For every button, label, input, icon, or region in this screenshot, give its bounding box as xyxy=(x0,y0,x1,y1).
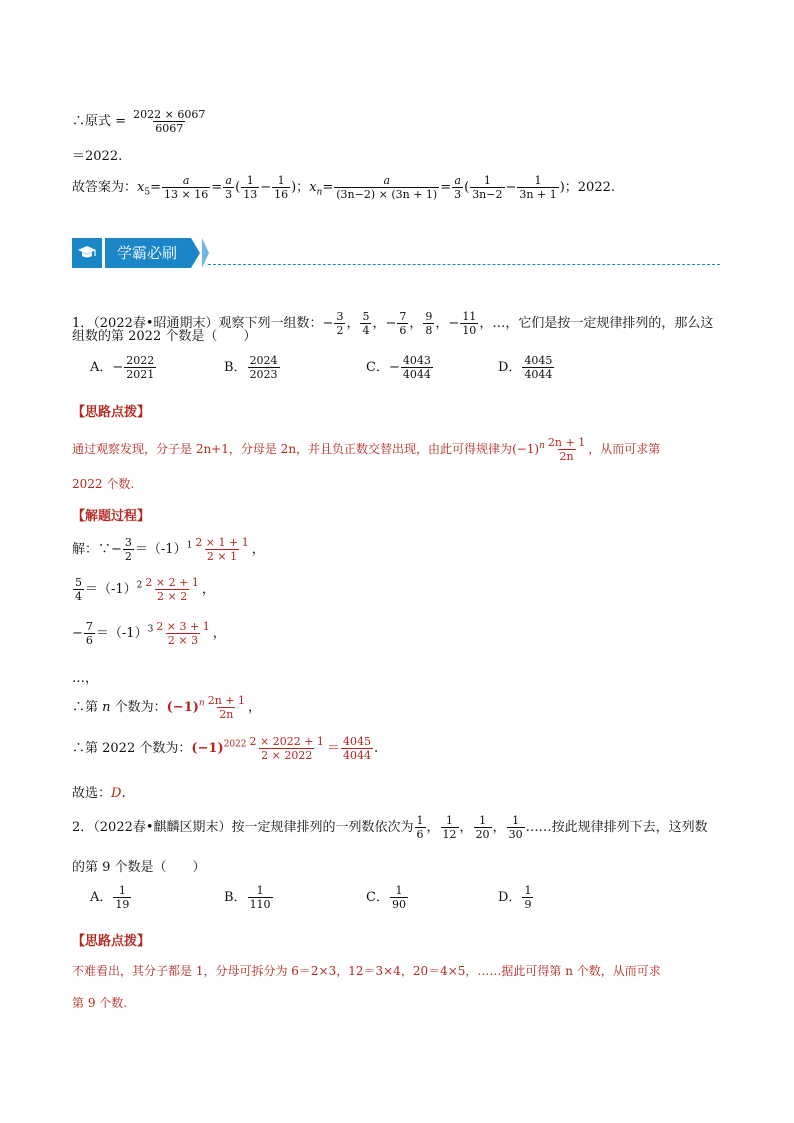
denominator: 30 xyxy=(508,828,523,841)
denominator: 16 xyxy=(274,188,289,201)
fraction xyxy=(470,174,504,201)
q2-option-c[interactable] xyxy=(366,884,409,911)
q1-option-a[interactable] xyxy=(90,354,157,381)
var-x: x xyxy=(137,180,145,195)
answer-tail: )；2022. xyxy=(559,180,615,195)
q1-stem-text: ，…，它们是按一定规律排列的，那么这 xyxy=(479,316,714,331)
denominator: 3 xyxy=(225,188,233,201)
denominator: 3n−2 xyxy=(472,188,503,201)
denominator: 13 × 16 xyxy=(164,188,209,201)
option-label: A． xyxy=(90,890,113,905)
exponent: 1 xyxy=(186,540,193,551)
denominator: 2n xyxy=(219,708,234,721)
fraction xyxy=(460,310,478,337)
q1-choose xyxy=(72,782,126,801)
denominator: 90 xyxy=(391,898,406,911)
denominator: (3n−2) × (3n + 1) xyxy=(336,188,438,201)
power-base: (−1) xyxy=(512,442,540,456)
q1-stem-text: 1．（2022春•昭通期末）观察下列一组数： xyxy=(72,316,323,331)
q1-solution-title: 【解题过程】 xyxy=(72,509,151,524)
numerator: 2 × 3 + 1 xyxy=(156,620,210,633)
solution-text: ＝（-1） xyxy=(95,626,148,641)
numerator: 1 xyxy=(118,884,126,897)
paren: ( xyxy=(464,180,470,195)
banner-divider xyxy=(208,264,720,265)
denominator: 4 xyxy=(362,324,370,337)
numerator: 2 × 2022 + 1 xyxy=(249,735,324,748)
solution-text: ∴第 xyxy=(72,700,103,715)
answer-label: 故答案为： xyxy=(72,180,138,195)
comma: ， xyxy=(251,542,265,557)
numerator: 4045 xyxy=(524,354,553,367)
fraction xyxy=(131,108,207,135)
numerator: 1 xyxy=(277,174,285,187)
numerator: 1 xyxy=(256,884,264,897)
q2-seq-4 xyxy=(507,814,525,841)
numerator: 9 xyxy=(425,310,433,323)
graduation-cap-icon xyxy=(72,238,102,268)
exponent: n xyxy=(539,441,545,451)
sign: − xyxy=(385,316,397,331)
option-label: B． xyxy=(224,360,247,375)
exponent: n xyxy=(198,698,205,709)
denominator: 2021 xyxy=(126,368,155,381)
denominator: 12 xyxy=(442,828,457,841)
q1-solution-nth xyxy=(72,694,261,721)
equals: = xyxy=(211,180,223,195)
sign: − xyxy=(112,360,124,375)
line-answer xyxy=(72,174,615,201)
numerator: 2 × 1 + 1 xyxy=(195,536,249,549)
q2-hint-title: 【思路点拨】 xyxy=(72,934,151,949)
sign: − xyxy=(388,360,400,375)
solution-text: ∴第 2022 个数为： xyxy=(72,741,192,756)
denominator: 4044 xyxy=(342,749,371,762)
q1-seq-5 xyxy=(448,310,479,337)
numerator: 2024 xyxy=(249,354,278,367)
numerator: 2022 xyxy=(126,354,155,367)
q1-stem-line2: 组数的第 2022 个数是（ ） xyxy=(72,329,257,344)
choose-label: 故选： xyxy=(72,786,112,801)
fraction xyxy=(397,310,408,337)
numerator: 1 xyxy=(524,884,532,897)
sign: − xyxy=(72,626,83,641)
fraction xyxy=(154,620,211,647)
exponent: 3 xyxy=(147,624,154,635)
fraction xyxy=(193,536,250,563)
option-label: D． xyxy=(498,890,522,905)
numerator: a xyxy=(225,174,232,187)
denominator: 6067 xyxy=(155,122,184,135)
equals: = xyxy=(150,180,161,195)
q2-hint-line2: 第 9 个数. xyxy=(72,996,128,1010)
fraction xyxy=(452,174,463,201)
denominator: 20 xyxy=(475,828,490,841)
fraction xyxy=(241,174,259,201)
power-base: (−1) xyxy=(166,700,199,715)
q1-seq-4 xyxy=(422,310,435,337)
denominator: 2n xyxy=(559,450,574,463)
paren: ( xyxy=(235,180,241,195)
q2-seq-3 xyxy=(474,814,492,841)
fraction xyxy=(522,354,554,381)
fraction xyxy=(248,354,280,381)
fraction xyxy=(401,354,433,381)
fraction xyxy=(334,174,439,201)
solution-text: 解：∵− xyxy=(72,542,122,557)
option-label: D． xyxy=(498,360,522,375)
fraction xyxy=(143,576,200,603)
numerator: 2022 × 6067 xyxy=(133,108,206,121)
numerator: 1 xyxy=(479,814,487,827)
q1-solution-2022nd xyxy=(72,735,378,762)
denominator: 6 xyxy=(399,324,407,337)
fraction xyxy=(341,735,373,762)
numerator: 1 xyxy=(246,174,254,187)
ribbon-arrow xyxy=(191,238,200,268)
numerator: 3 xyxy=(124,536,132,549)
q1-solution-step3 xyxy=(72,620,226,647)
denominator: 8 xyxy=(425,324,433,337)
numerator: a xyxy=(182,174,190,187)
period: . xyxy=(373,741,379,756)
q1-stem-line1: 1．（2022春•昭通期末）观察下列一组数：− $\frac{3}{2}$ ， $\frac{5}{4}$ ，− $\frac{7}{6}$ ， $\frac{9}{8}$ ，− $\frac{11}{10}$ ，…，它们是按一定规律排列的，那么这 xyxy=(72,310,714,337)
denominator: 2023 xyxy=(249,368,278,381)
q2-option-b[interactable] xyxy=(224,884,274,911)
fraction xyxy=(223,174,234,201)
q1-seq-3 xyxy=(385,310,409,337)
q2-stem-text: 2．（2022春•麒麟区期末）按一定规律排列的一列数依次为 xyxy=(72,820,414,835)
q1-hint-line1 xyxy=(72,436,660,463)
numerator: 7 xyxy=(399,310,407,323)
denominator: 9 xyxy=(524,898,532,911)
subscript: n xyxy=(316,187,323,198)
section-title: 学霸必刷 xyxy=(105,238,191,268)
fraction xyxy=(390,884,408,911)
fraction xyxy=(423,310,434,337)
fraction xyxy=(206,694,247,721)
fraction xyxy=(73,576,84,603)
q1-solution-ellipsis: …， xyxy=(72,671,99,686)
numerator: 7 xyxy=(85,620,93,633)
numerator: 1 xyxy=(446,814,454,827)
line-result-2022: ＝2022. xyxy=(72,149,123,164)
numerator: 5 xyxy=(362,310,370,323)
q2-stem-text: ……按此规律排列下去，这列数 xyxy=(525,820,708,835)
exponent: 2 xyxy=(136,580,143,591)
equals: = xyxy=(322,180,334,195)
denominator: 2 × 2 xyxy=(157,590,188,603)
numerator: 2n + 1 xyxy=(547,436,586,449)
numerator: 4043 xyxy=(402,354,431,367)
comma: ， xyxy=(201,582,215,597)
choose-answer: D xyxy=(111,786,122,801)
therefore-text: ∴原式 = xyxy=(72,114,127,129)
numerator: 1 xyxy=(395,884,403,897)
numerator: 4045 xyxy=(342,735,371,748)
solution-text: 个数为： xyxy=(110,700,167,715)
numerator: a xyxy=(383,174,390,187)
denominator: 10 xyxy=(462,324,477,337)
denominator: 19 xyxy=(115,898,130,911)
fraction xyxy=(334,310,345,337)
var-x: x xyxy=(309,180,317,195)
denominator: 3n + 1 xyxy=(519,188,557,201)
q1-hint-line2: 2022 个数. xyxy=(72,477,135,491)
denominator: 110 xyxy=(249,898,271,911)
denominator: 4044 xyxy=(402,368,431,381)
numerator: a xyxy=(454,174,461,187)
fraction xyxy=(360,310,371,337)
fraction xyxy=(546,436,587,463)
denominator: 6 xyxy=(85,634,93,647)
q1-option-c[interactable] xyxy=(366,354,434,381)
option-label: C． xyxy=(366,360,389,375)
q1-hint-title: 【思路点拨】 xyxy=(72,405,151,420)
option-label: B． xyxy=(224,890,247,905)
fraction xyxy=(124,354,156,381)
denominator: 4 xyxy=(75,590,82,603)
denominator: 2 xyxy=(336,324,344,337)
denominator: 4044 xyxy=(524,368,553,381)
comma: ， xyxy=(212,626,226,641)
sign: − xyxy=(448,316,460,331)
fraction xyxy=(522,884,533,911)
denominator: 2 × 1 xyxy=(206,550,238,563)
fraction xyxy=(113,884,131,911)
fraction xyxy=(248,735,326,762)
q2-stem-line2: 的第 9 个数是（ ） xyxy=(72,860,206,875)
fraction xyxy=(248,884,273,911)
denominator: 13 xyxy=(243,188,258,201)
q2-seq-2 xyxy=(441,814,459,841)
fraction xyxy=(162,174,210,201)
solution-text: ＝（-1） xyxy=(134,542,187,557)
numerator: 1 xyxy=(512,814,520,827)
exponent: 2022 xyxy=(223,739,247,750)
denominator: 2 xyxy=(124,550,132,563)
minus: − xyxy=(260,180,272,195)
denominator: 3 xyxy=(454,188,462,201)
hint-text: ，从而可求第 xyxy=(588,442,661,456)
q2-option-d[interactable] xyxy=(498,884,534,911)
line-original-expression xyxy=(72,108,208,135)
numerator: 3 xyxy=(336,310,344,323)
numerator: 1 xyxy=(483,174,491,187)
q1-seq-1 xyxy=(322,310,347,337)
subscript: 5 xyxy=(144,187,151,198)
period: . xyxy=(121,786,126,801)
fraction xyxy=(84,620,95,647)
q1-solution-step1 xyxy=(72,536,265,563)
section-banner xyxy=(72,238,209,268)
q2-stem-line1: 2．（2022春•麒麟区期末）按一定规律排列的一列数依次为 $\frac{1}{6}$ ， $\frac{1}{12}$ ， $\frac{1}{20}$ ， $\frac{1}{30}$ ……按此规律排列下去，这列数 xyxy=(72,814,708,841)
q1-solution-step2 xyxy=(72,576,215,603)
numerator: 11 xyxy=(462,310,477,323)
q1-option-b[interactable] xyxy=(224,354,281,381)
q2-hint-line1: 不难看出，其分子都是 1，分母可拆分为 6＝2×3，12＝3×4，20＝4×5，……据此可得第 n 个数，从而可求 xyxy=(72,964,661,978)
q1-seq-2 xyxy=(359,310,372,337)
q2-option-a[interactable] xyxy=(90,884,132,911)
comma: ， xyxy=(248,700,262,715)
numerator: 1 xyxy=(534,174,542,187)
equals: ＝ xyxy=(326,741,340,756)
hint-text: 通过观察发现，分子是 2n+1，分母是 2n，并且负正数交替出现，由此可得规律为 xyxy=(72,442,513,456)
fraction xyxy=(272,174,290,201)
numerator: 2n + 1 xyxy=(207,694,245,707)
power-base: (−1) xyxy=(191,741,224,756)
numerator: 5 xyxy=(75,576,82,589)
numerator: 1 xyxy=(416,814,424,827)
minus: − xyxy=(505,180,517,195)
equals: = xyxy=(440,180,452,195)
denominator: 2 × 3 xyxy=(167,634,199,647)
sign: − xyxy=(322,316,334,331)
fraction xyxy=(517,174,558,201)
denominator: 2 × 2022 xyxy=(261,749,313,762)
option-label: A． xyxy=(90,360,113,375)
fraction xyxy=(123,536,134,563)
q1-option-d[interactable] xyxy=(498,354,555,381)
solution-text: ＝（-1） xyxy=(85,582,137,597)
var-n: n xyxy=(102,700,111,715)
option-label: C． xyxy=(366,890,389,905)
q2-seq-1 xyxy=(415,814,426,841)
paren-close: )； xyxy=(291,180,310,195)
numerator: 2 × 2 + 1 xyxy=(145,576,199,589)
denominator: 6 xyxy=(416,828,424,841)
